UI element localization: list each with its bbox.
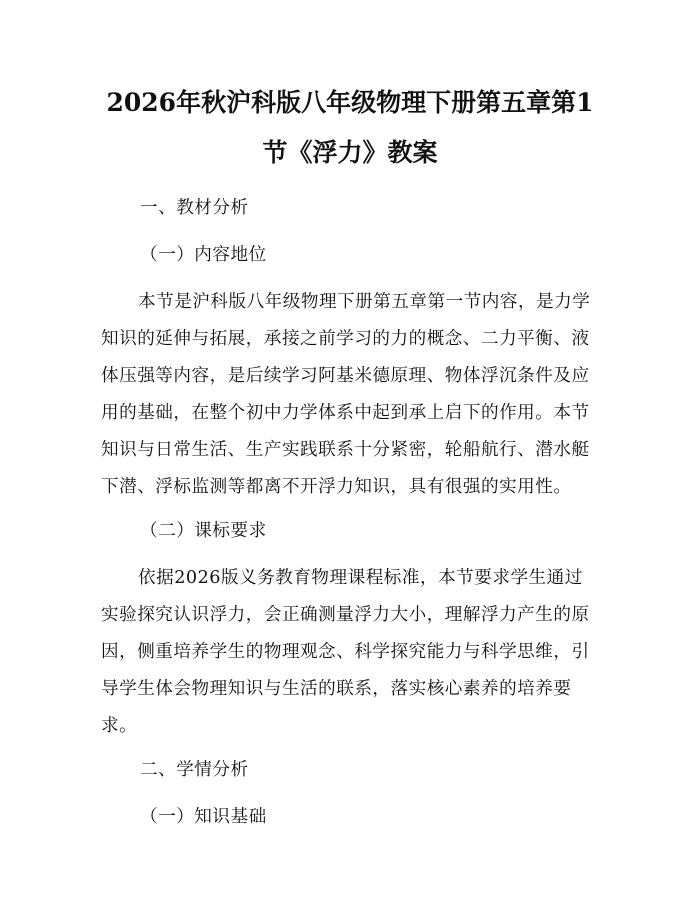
- paragraph-line: 用的基础，在整个初中力学体系中起到承上启下的作用。本节: [101, 403, 590, 423]
- subsection-heading-knowledge-foundation: （一）知识基础: [140, 807, 267, 827]
- section-heading-learner-analysis: 二、学情分析: [140, 760, 249, 780]
- paragraph-line: 知识与日常生活、生产实践联系十分紧密，轮船航行、潜水艇: [101, 440, 590, 460]
- document-title-line-2: 节《浮力》教案: [262, 138, 438, 167]
- paragraph-line: 下潜、浮标监测等都离不开浮力知识，具有很强的实用性。: [101, 477, 572, 497]
- paragraph-line: 因，侧重培养学生的物理观念、科学探究能力与科学思维，引: [101, 642, 590, 662]
- paragraph-line: 知识的延伸与拓展，承接之前学习的力的概念、二力平衡、液: [101, 329, 590, 349]
- document-title-line-1: 2026年秋沪科版八年级物理下册第五章第1: [106, 88, 594, 117]
- paragraph-line: 本节是沪科版八年级物理下册第五章第一节内容，是力学: [138, 292, 591, 312]
- subsection-heading-content-position: （一）内容地位: [140, 245, 267, 265]
- section-heading-teaching-material-analysis: 一、教材分析: [140, 198, 249, 218]
- subsection-heading-curriculum-requirements: （二）课标要求: [140, 521, 267, 541]
- paragraph-line: 导学生体会物理知识与生活的联系，落实核心素养的培养要: [101, 679, 572, 699]
- paragraph-line: 依据2026版义务教育物理课程标准，本节要求学生通过: [138, 568, 583, 588]
- paragraph-line: 求。: [101, 716, 138, 736]
- paragraph-line: 实验探究认识浮力，会正确测量浮力大小，理解浮力产生的原: [101, 605, 590, 625]
- paragraph-line: 体压强等内容，是后续学习阿基米德原理、物体浮沉条件及应: [101, 366, 590, 386]
